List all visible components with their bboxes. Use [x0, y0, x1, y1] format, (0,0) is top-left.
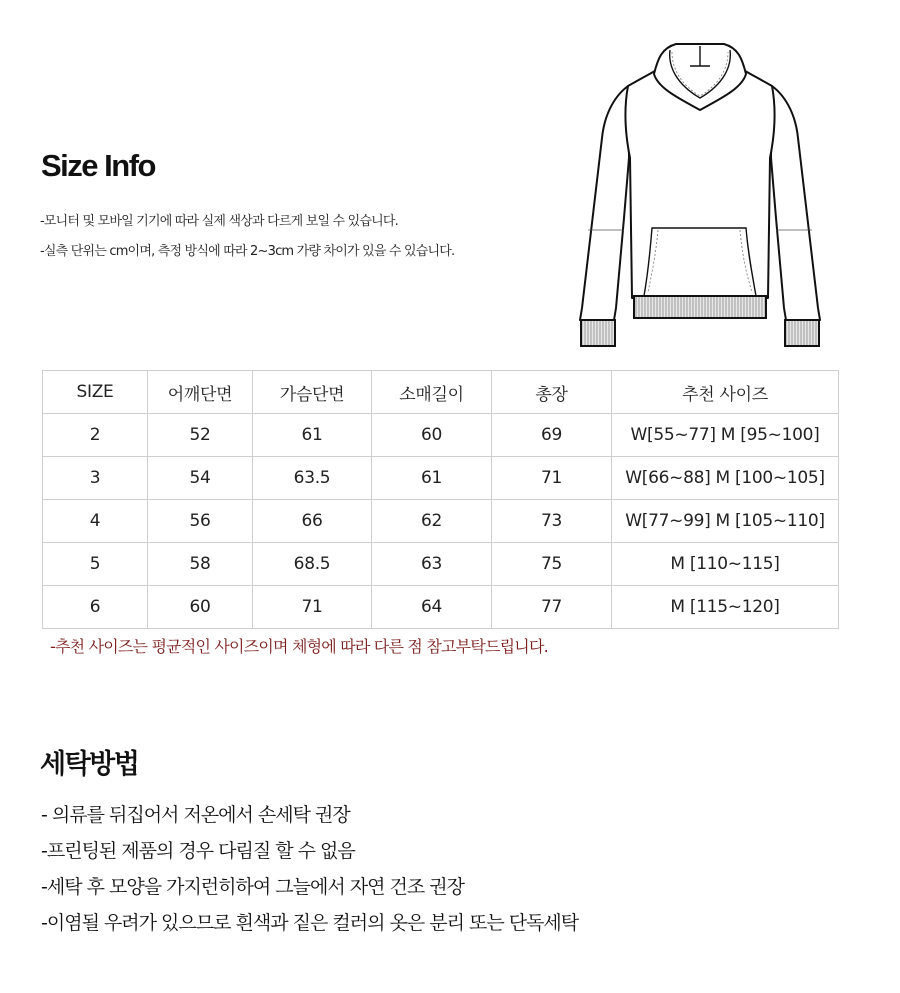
cell-recommended: W[77~99] M [105~110]: [612, 500, 839, 543]
table-row: [43, 586, 839, 629]
cell-shoulder: 56: [148, 500, 253, 543]
header-chest: 가슴단면: [253, 371, 372, 414]
cell-length: 71: [492, 457, 612, 500]
size-recommendation-caution: -추천 사이즈는 평균적인 사이즈이며 체형에 따라 다른 점 참고부탁드립니다.: [50, 637, 548, 656]
washing-item: -세탁 후 모양을 가지런히하여 그늘에서 자연 건조 권장: [41, 876, 464, 898]
size-table: [42, 370, 839, 629]
size-info-title: Size Info: [41, 148, 155, 183]
table-row: [43, 543, 839, 586]
cell-sleeve: 64: [372, 586, 492, 629]
note-color-disclaimer: -모니터 및 모바일 기기에 따라 실제 색상과 다르게 보일 수 있습니다.: [40, 214, 399, 229]
header-size: SIZE: [43, 371, 148, 414]
cell-chest: 61: [253, 414, 372, 457]
cell-sleeve: 63: [372, 543, 492, 586]
cell-size: 2: [43, 414, 148, 457]
cell-shoulder: 60: [148, 586, 253, 629]
cell-chest: 71: [253, 586, 372, 629]
cell-shoulder: 58: [148, 543, 253, 586]
cell-size: 6: [43, 586, 148, 629]
washing-item: - 의류를 뒤집어서 저온에서 손세탁 권장: [41, 804, 350, 826]
note-measurement-disclaimer: -실측 단위는 cm이며, 측정 방식에 따라 2~3cm 가량 차이가 있을 수 있습니다.: [40, 244, 455, 259]
table-row: [43, 457, 839, 500]
header-length: 총장: [492, 371, 612, 414]
header-shoulder: 어깨단면: [148, 371, 253, 414]
header-recommended: 추천 사이즈: [612, 371, 839, 414]
header-sleeve: 소매길이: [372, 371, 492, 414]
cell-size: 4: [43, 500, 148, 543]
table-header-row: [43, 371, 839, 414]
table-row: [43, 500, 839, 543]
cell-recommended: W[55~77] M [95~100]: [612, 414, 839, 457]
hoodie-illustration: [572, 38, 828, 356]
cell-chest: 66: [253, 500, 372, 543]
cell-recommended: M [110~115]: [612, 543, 839, 586]
table-row: [43, 414, 839, 457]
washing-item: -프린팅된 제품의 경우 다림질 할 수 없음: [41, 840, 355, 862]
cell-size: 3: [43, 457, 148, 500]
cell-recommended: W[66~88] M [100~105]: [612, 457, 839, 500]
cell-size: 5: [43, 543, 148, 586]
cell-chest: 68.5: [253, 543, 372, 586]
cell-sleeve: 61: [372, 457, 492, 500]
cell-length: 75: [492, 543, 612, 586]
cell-length: 69: [492, 414, 612, 457]
washing-title: 세탁방법: [40, 749, 139, 780]
cell-chest: 63.5: [253, 457, 372, 500]
cell-length: 77: [492, 586, 612, 629]
cell-recommended: M [115~120]: [612, 586, 839, 629]
cell-shoulder: 54: [148, 457, 253, 500]
washing-item: -이염될 우려가 있으므로 흰색과 짙은 컬러의 옷은 분리 또는 단독세탁: [41, 912, 579, 934]
cell-shoulder: 52: [148, 414, 253, 457]
cell-sleeve: 60: [372, 414, 492, 457]
cell-length: 73: [492, 500, 612, 543]
cell-sleeve: 62: [372, 500, 492, 543]
